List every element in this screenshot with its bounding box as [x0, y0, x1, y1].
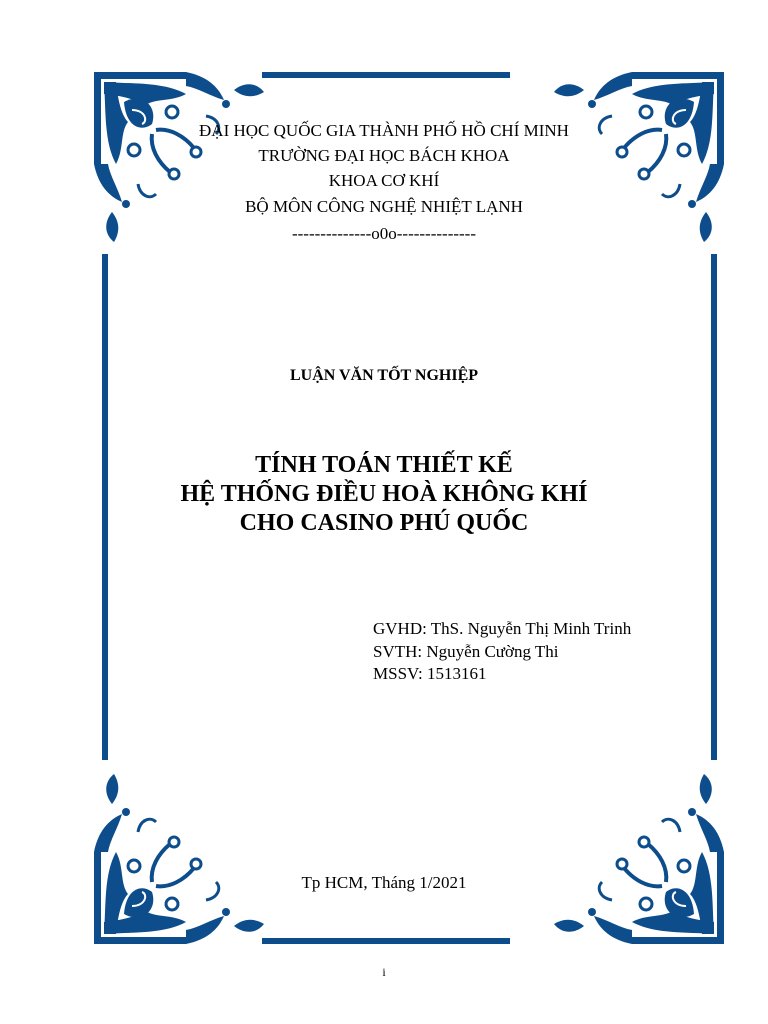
school-name: TRƯỜNG ĐẠI HỌC BÁCH KHOA: [258, 146, 510, 165]
advisor-info: GVHD: ThS. Nguyễn Thị Minh Trinh: [373, 619, 632, 638]
document-type: LUẬN VĂN TỐT NGHIỆP: [289, 367, 479, 384]
place-date: Tp HCM, Tháng 1/2021: [301, 873, 467, 892]
ornamental-corner-icon: [554, 774, 724, 944]
thesis-title-line-2: HỆ THỐNG ĐIỀU HOÀ KHÔNG KHÍ: [180, 481, 588, 507]
ornamental-corner-icon: [94, 774, 264, 944]
university-name: ĐẠI HỌC QUỐC GIA THÀNH PHỐ HỒ CHÍ MINH: [199, 121, 569, 140]
page-number: i: [382, 965, 386, 979]
faculty-name: KHOA CƠ KHÍ: [328, 171, 440, 190]
header-separator: --------------o0o--------------: [291, 224, 476, 243]
student-info: SVTH: Nguyễn Cường Thi: [373, 642, 559, 661]
student-id-info: MSSV: 1513161: [373, 664, 487, 683]
thesis-title-line-3: CHO CASINO PHÚ QUỐC: [239, 510, 529, 536]
thesis-title-line-1: TÍNH TOÁN THIẾT KẾ: [255, 452, 513, 478]
department-name: BỘ MÔN CÔNG NGHỆ NHIỆT LẠNH: [245, 197, 523, 216]
